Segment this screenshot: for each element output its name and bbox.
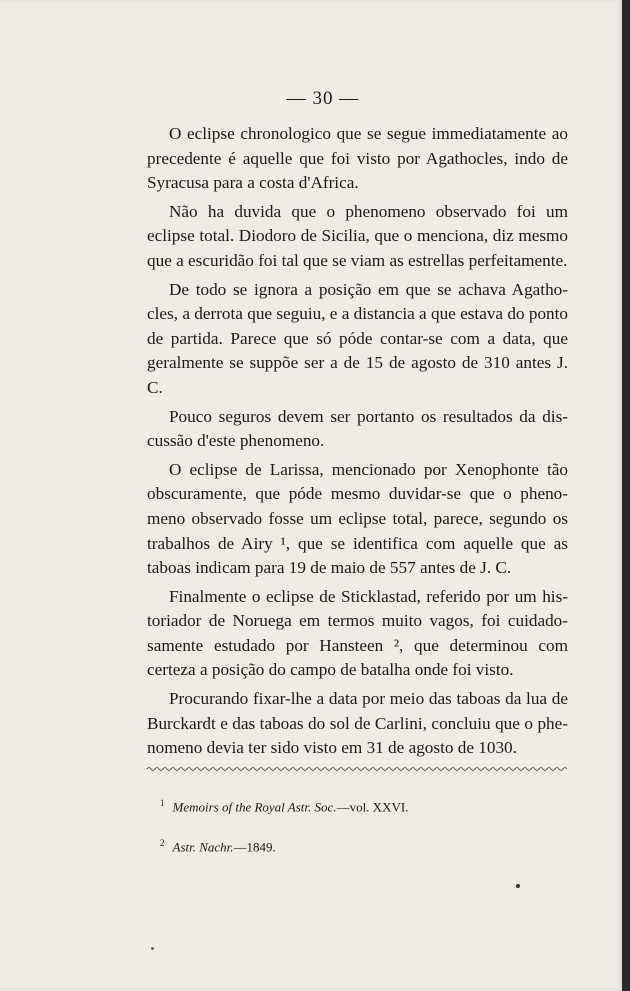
paragraph-4: Pouco seguros devem ser portanto os resultados da discussão d'este phenomeno. (147, 406, 568, 451)
paragraph-1: O eclipse chronologico que se segue immediatamente ao precedente é aquelle que foi visto por Agathocles, indo de Syracusa para a costa d'Africa. (147, 124, 568, 193)
footnote-2 (160, 834, 560, 856)
footnote-title: Astr. Nachr. (172, 839, 234, 855)
body-text (147, 122, 568, 765)
paragraph-2: Não ha duvida que o phenomeno observado foi um eclipse total. Diodoro de Sicilia, que o menciona, diz mesmo que a escuridão foi tal que se viam as estrellas perfeitamente. (147, 201, 568, 270)
footnote-mark: 2 (160, 838, 165, 849)
ink-speck (516, 884, 520, 888)
paragraph-7: Procurando fixar-lhe a data por meio das taboas da lua de Burckardt e das taboas do sol de Carlini, concluiu que o phenomeno devia ter sido visto em 31 de agosto de 1030. (147, 689, 568, 758)
paragraph-3: De todo se ignora a posição em que se achava Agathocles, a derrota que seguiu, e a distancia a que estava do ponto de partida. Parece que só póde contar-se com a data, que geralmente se suppõe ser a de 15 de agosto de 310 antes J. C. (147, 279, 568, 397)
ink-speck (151, 947, 154, 950)
footnote-mark: 1 (160, 798, 165, 808)
paragraph-5: O eclipse de Larissa, mencionado por Xenophonte tão obscuramente, que póde mesmo duvidar-se que o phenomeno observado fosse um eclipse total, parece, segundo os trabalhos de Airy ¹, que se identifica com aquelle que as taboas indicam para 19 de maio de 557 antes de J. C. (147, 459, 568, 578)
footnote-1 (160, 794, 560, 816)
footnote-divider (147, 766, 568, 772)
paragraph-6: Finalmente o eclipse de Sticklastad, referido por um historiador de Noruega em termos muito vagos, foi cuidadosamente estudado por Hansteen ², que determinou com certeza a posição do campo de batalha onde foi visto. (147, 586, 568, 680)
footnote-detail: —1849. (233, 839, 276, 855)
page-edge-shadow (622, 0, 630, 991)
footnote-title: Memoirs of the Royal Astr. Soc. (172, 799, 337, 815)
footnotes (160, 794, 560, 875)
footnote-detail: —vol. XXVI. (336, 799, 409, 815)
page-number: — 30 — (286, 88, 360, 109)
